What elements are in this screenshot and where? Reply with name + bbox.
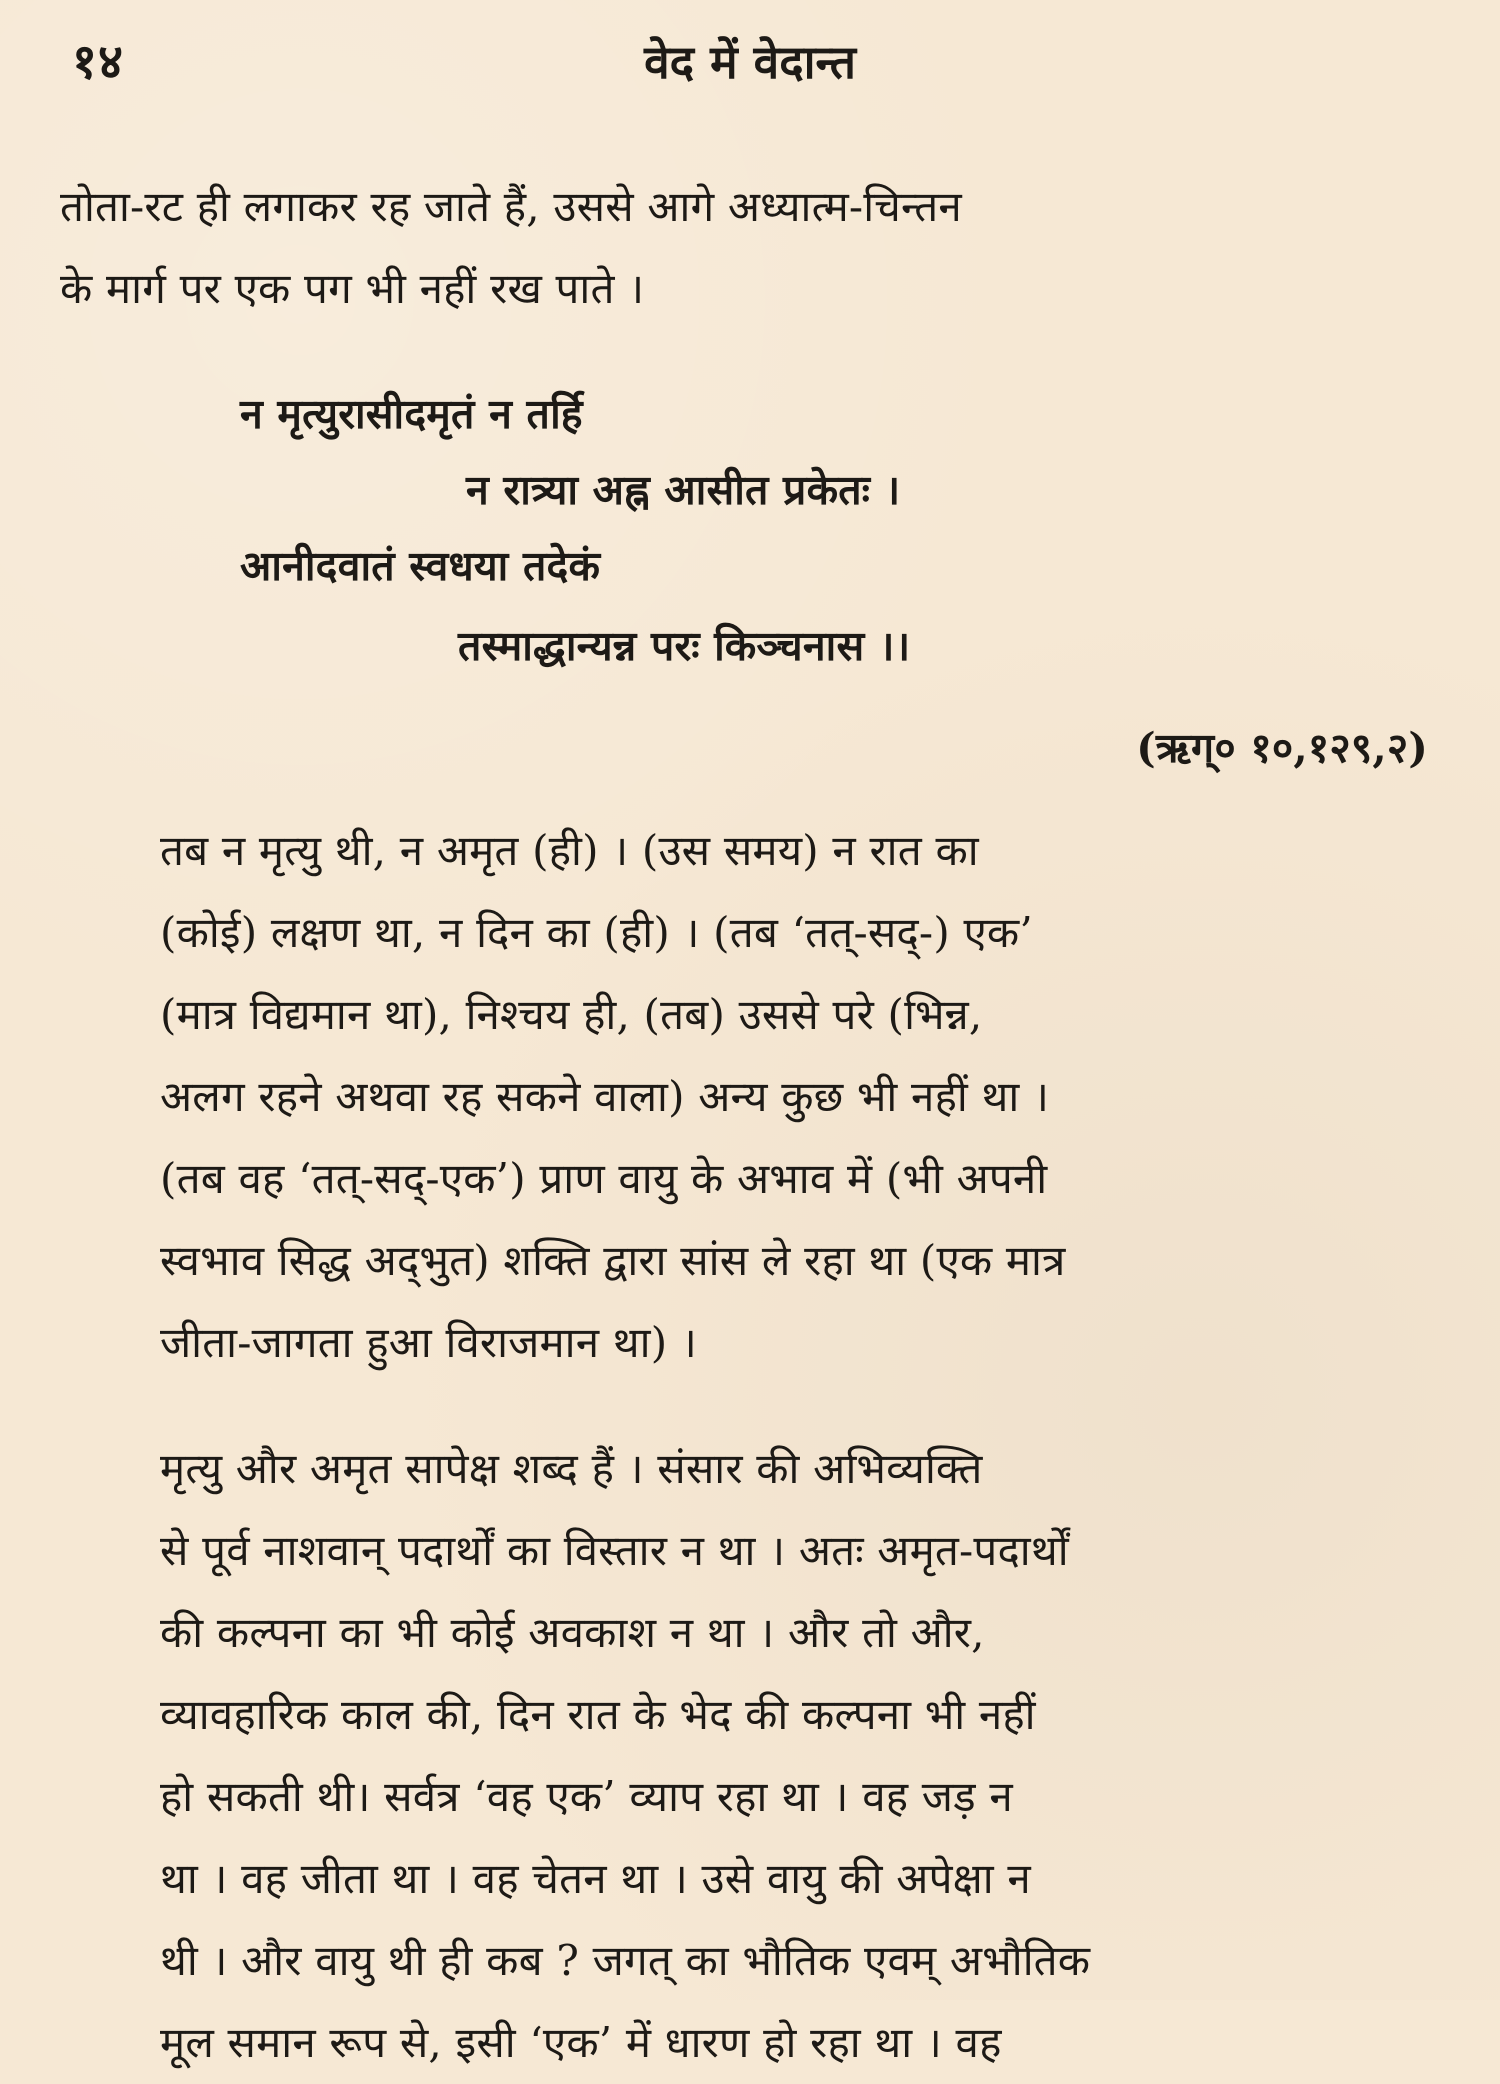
paragraph-2-line-5: हो सकती थी। सर्वत्र ‘वह एक’ व्याप रहा था । वह जड़ न [160,1772,1013,1821]
paragraph-2-line-4: व्यावहारिक काल की, दिन रात के भेद की कल्पना भी नहीं [160,1690,1036,1739]
paragraph-1-line-7: जीता-जागता हुआ विराजमान था) । [160,1318,697,1367]
verse-line-1: न मृत्युरासीदमृतं न तर्हि [240,390,583,438]
page-content [60,166,1438,2084]
paragraph-1-line-5: (तब वह ‘तत्-सद्-एक’) प्राण वायु के अभाव में (भी अपनी [160,1154,1048,1203]
intro-line-1: तोता-रट ही लगाकर रह जाते हैं, उससे आगे अध्यात्म-चिन्तन [60,182,962,231]
verse-line-4: तस्माद्धान्यन्न परः किञ्चनास ।। [458,622,911,670]
paragraph-1-line-3: (मात्र विद्यमान था), निश्चय ही, (तब) उससे परे (भिन्न, [160,990,983,1039]
verse-line-2: न रात्र्या अह्न आसीत प्रकेतः । [466,466,901,514]
paragraph-1-line-1: तब न मृत्यु थी, न अमृत (ही) । (उस समय) न रात का [160,826,979,875]
paragraph-2 [60,1428,1438,2084]
verse-line-3: आनीदवातं स्वधया तदेकं [240,542,601,590]
intro-line-2: के मार्ग पर एक पग भी नहीं रख पाते । [60,264,645,313]
paragraph-1-line-4: अलग रहने अथवा रह सकने वाला) अन्य कुछ भी नहीं था । [160,1072,1050,1121]
page-header [72,28,1428,110]
verse-citation: (ऋग्० १०,१२९,२) [1136,724,1428,772]
book-title: वेद में वेदान्त [644,35,856,89]
paragraph-2-line-1: मृत्यु और अमृत सापेक्ष शब्द हैं । संसार की अभिव्यक्ति [160,1444,983,1493]
page-number: १४ [72,34,124,90]
paragraph-1-line-2: (कोई) लक्षण था, न दिन का (ही) । (तब ‘तत्-सद्-) एक’ [160,908,1033,957]
intro-text [60,166,1438,330]
paragraph-2-line-8: मूल समान रूप से, इसी ‘एक’ में धारण हो रहा था । वह [160,2018,1002,2067]
paragraph-1-line-6: स्वभाव सिद्ध अद्‍भुत) शक्ति द्वारा सांस ले रहा था (एक मात्र [160,1236,1066,1285]
paragraph-2-line-2: से पूर्व नाशवान् पदार्थों का विस्तार न था । अतः अमृत-पदार्थों [160,1526,1069,1575]
verse-block [60,374,1438,710]
paragraph-2-line-7: थी । और वायु थी ही कब ? जगत् का भौतिक एवम् अभौतिक [160,1936,1091,1985]
paragraph-2-line-3: की कल्पना का भी कोई अवकाश न था । और तो और, [160,1608,985,1657]
paragraph-1 [60,810,1438,1384]
paragraph-2-line-6: था । वह जीता था । वह चेतन था । उसे वायु की अपेक्षा न [160,1854,1031,1903]
